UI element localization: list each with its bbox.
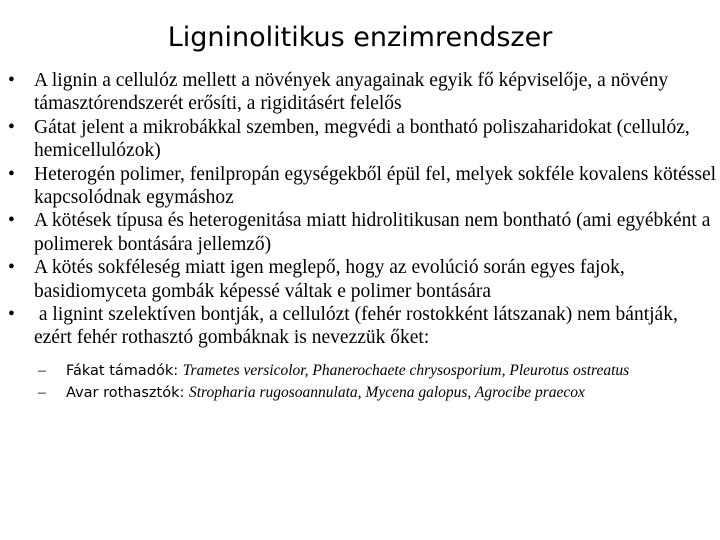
bullet-item (0, 256, 720, 303)
sub-item-label: Avar rothasztók: (66, 384, 189, 401)
sub-item-species: Stropharia rugosoannulata, Mycena galopus, Agrocibe praecox (189, 383, 585, 401)
bullet-dot-icon: • (8, 210, 15, 232)
bullet-dot-icon: • (8, 70, 15, 91)
bullet-item (0, 303, 720, 402)
sub-list (34, 362, 720, 402)
bullet-dot-icon: • (8, 163, 15, 185)
bullet-dot-icon: • (8, 304, 15, 326)
bullet-list (0, 69, 720, 406)
bullet-text: A kötés sokféleség miatt igen meglepő, hogy az evolúció során egyes fajok, basidiomyceta gombák képessé váltak e polimer bontására (34, 257, 625, 302)
bullet-dot-icon: • (8, 116, 15, 138)
dash-icon: – (38, 361, 46, 379)
bullet-text: Gátat jelent a mikrobákkal szemben, megvédi a bontható poliszaharidokat (cellulóz, hemicellulózok) (34, 116, 690, 162)
bullet-item (0, 116, 720, 163)
page-title: Ligninolitikus enzimrendszer (167, 22, 553, 53)
sub-item-species: Trametes versicolor, Phanerochaete chrysosporium, Pleurotus ostreatus (182, 361, 630, 379)
dash-icon: – (38, 383, 46, 401)
bullet-text: A lignin a cellulóz mellett a növények anyagainak egyik fő képviselője, a növény támasztórendszerét erősíti, a rigiditásért felelős (34, 70, 669, 115)
bullet-item (0, 69, 720, 116)
bullet-text: a lignint szelektíven bontják, a cellulózt (fehér rostokként látszanak) nem bántják, ezért fehér rothasztó gombáknak is nevezzük őket: (34, 304, 683, 349)
bullet-text: Heterogén polimer, fenilpropán egységekből épül fel, melyek sokféle kovalens kötéssel kapcsolódnak egymáshoz (34, 163, 717, 209)
bullet-item (0, 163, 720, 210)
bullet-dot-icon: • (8, 257, 15, 279)
bullet-text: A kötések típusa és heterogenitása miatt hidrolitikusan nem bontható (ami egyébként a polimerek bontására jellemző) (34, 210, 711, 255)
bullet-item (0, 209, 720, 256)
sub-item (34, 384, 720, 402)
sub-item (34, 362, 720, 380)
sub-item-label: Fákat támadók: (66, 362, 183, 379)
